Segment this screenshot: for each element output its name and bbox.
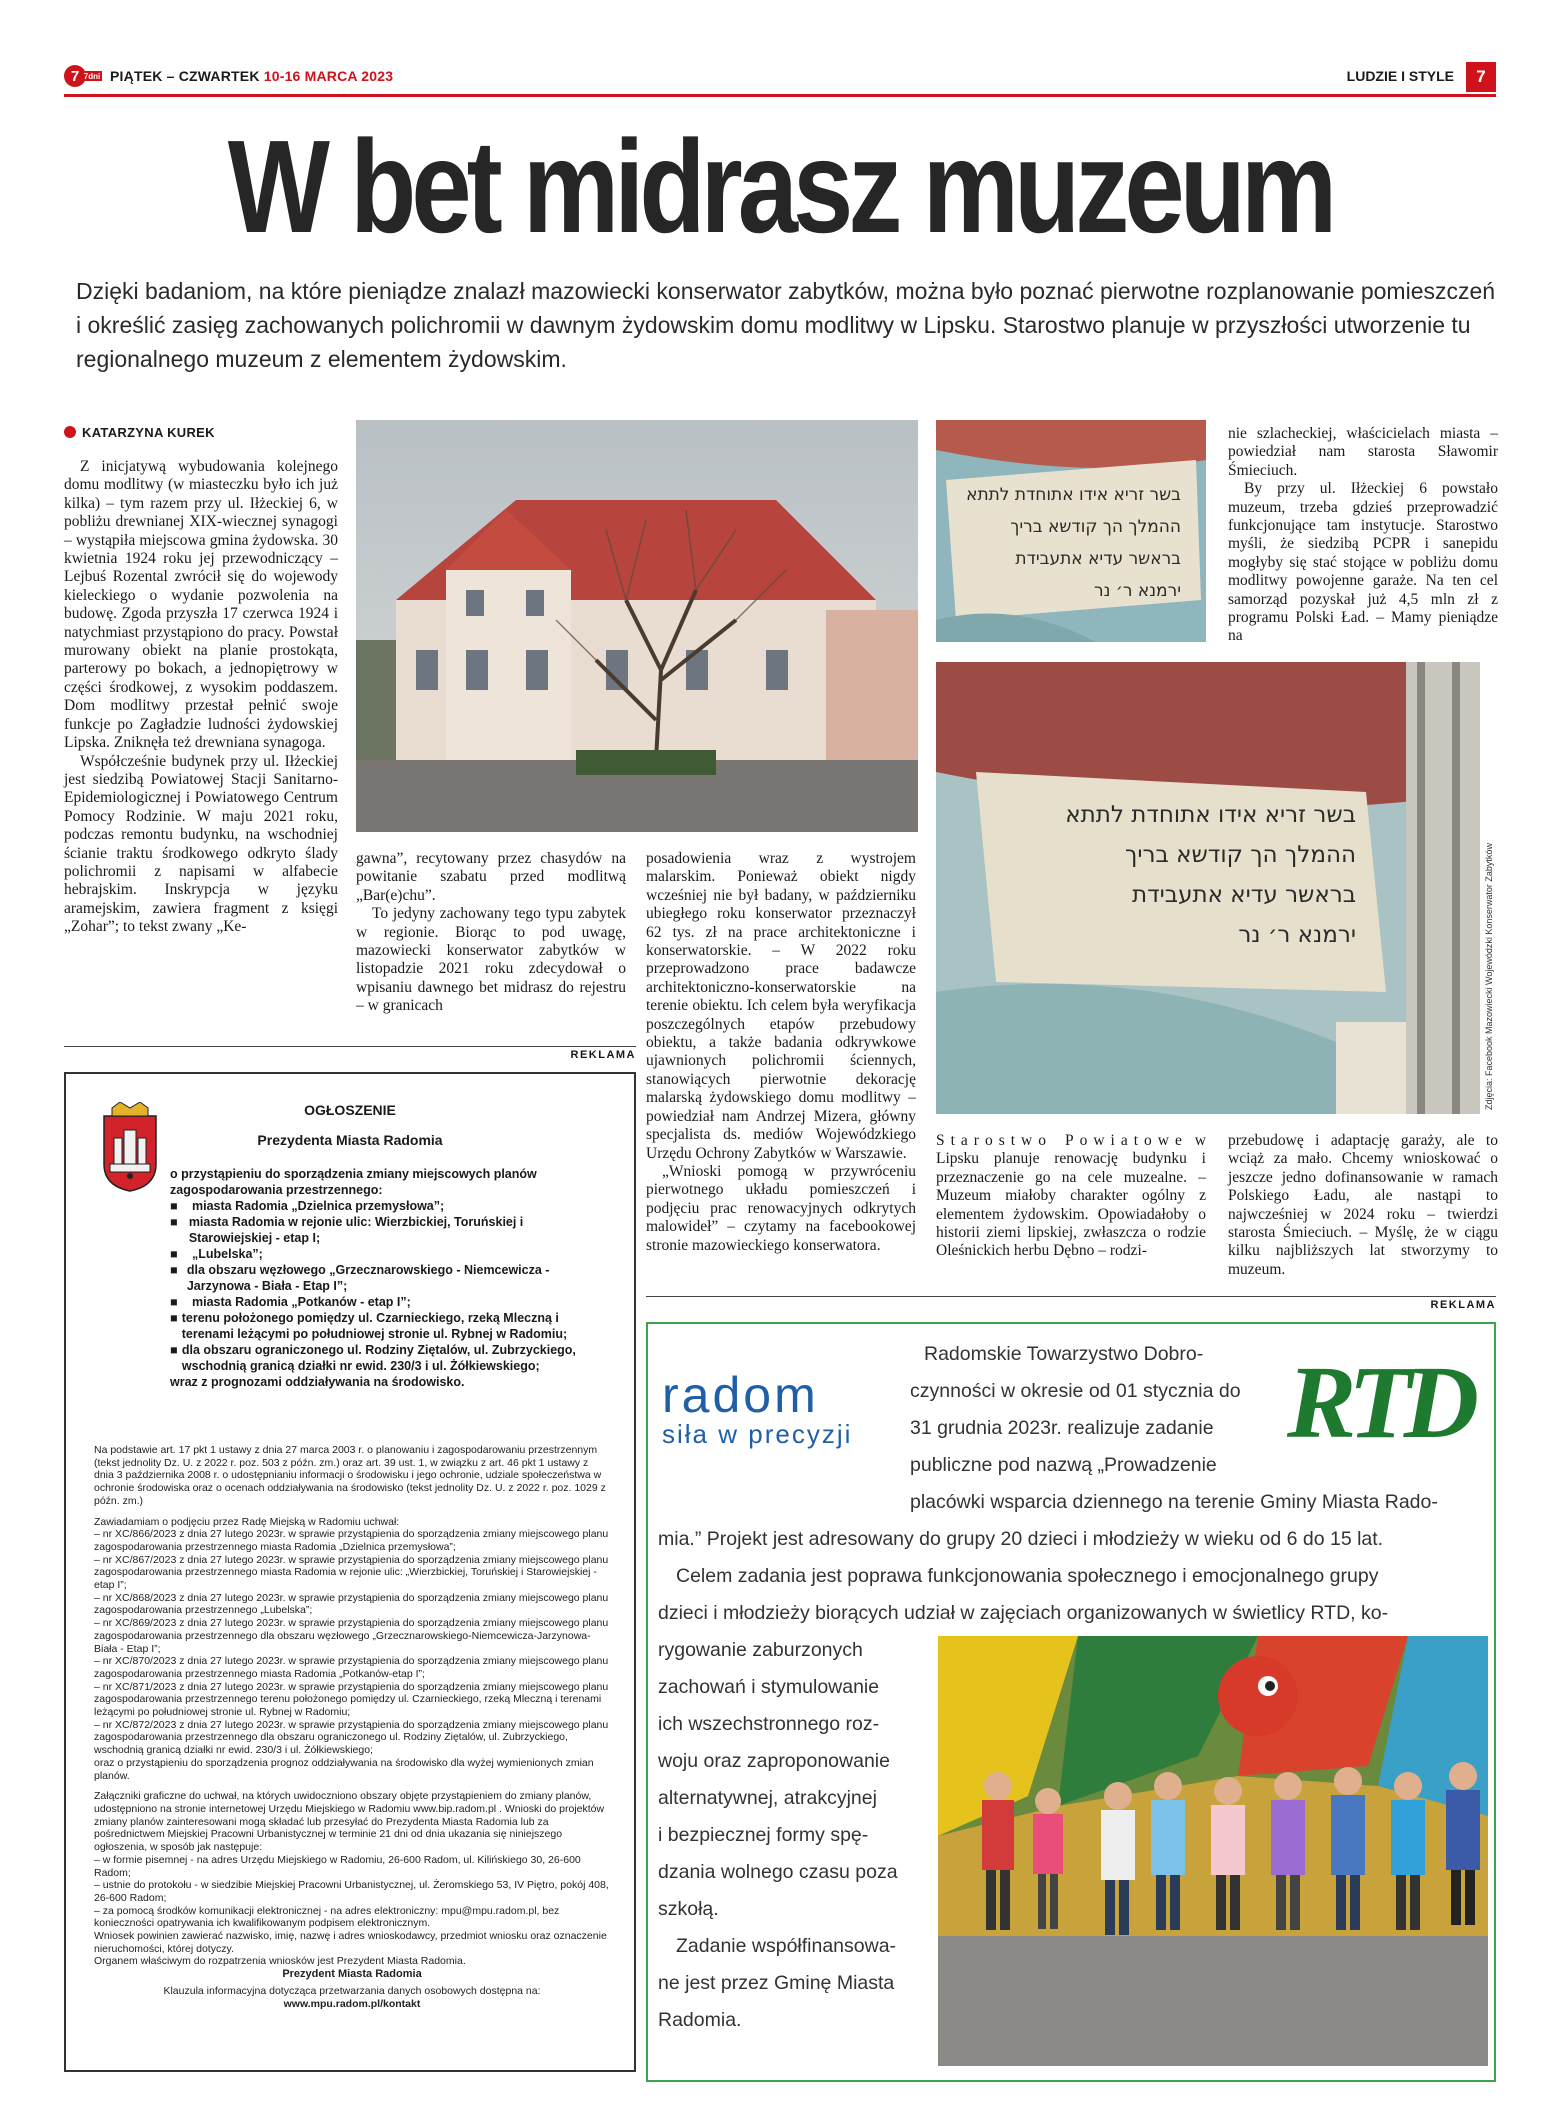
rtd-text-line: Radomia. [658, 2009, 742, 2031]
svg-text:ירמנא ר׳ נר: ירמנא ר׳ נר [1238, 922, 1356, 948]
rtd-advertisement [646, 1322, 1496, 2082]
notice-items [170, 1198, 590, 1390]
notice-signature: Prezydent Miasta Radomia [282, 1968, 422, 1981]
resolution: – nr XC/869/2023 z dnia 27 lutego 2023r. w sprawie przystąpienia do sporządzenia zmiany miejscowego planu zagospodarowania przestrzennego dla obszaru węzłowego „Grzecznarowskiego-Niemcewicza-Jarzynowa-Biała - Etap I”; [94, 1617, 609, 1655]
paragraph: posadowienia wraz z wystrojem malarskim. Ponieważ obiekt nigdy wcześniej nie był badany, w październiku ubiegłego roku konserwator przeznaczył 62 tys. zł na prace architektoniczne i konserwatorskie. – W 2022 roku przeprowadzono prace badawcze architektoniczno-konserwatorskie na terenie obiektu. Ich celem była weryfikacja poszczególnych etapów przebudowy obiektu, a także badania odkrywkowe ujawnionych polichromii ściennych, stanowiących pierwotnie dekorację malarską żydowskiego domu modlitwy – powiedział nam Andrzej Mizera, główny specjalista ds. mediów Wojewódzkiego Urzędu Ochrony Zabytków w Warszawie. [646, 850, 916, 1162]
rtd-text-line: alternatywnej, atrakcyjnej [658, 1787, 877, 1809]
article-column-3 [646, 850, 916, 1255]
article-column-3-bottom: Starostwo Powiatowe w Lipsku planuje renowację budynku i przeznaczenie go na cele muzealne. – Muzeum miałoby charakter ogólny z elementem żydowskim. Opowiadałoby o historii ziemi lipskiej, zwłaszcza o rodzie Oleśnickich herbu Dębno – rodzi- [936, 1132, 1206, 1260]
article-author: KATARZYNA KUREK [64, 425, 215, 440]
svg-text:בשר זריא אידו אתוחדת לתתא: בשר זריא אידו אתוחדת לתתא [966, 485, 1181, 505]
article-lead: Dzięki badaniom, na które pieniądze znalazł mazowiecki konserwator zabytków, można było poznać pierwotne rozplanowanie pomieszczeń i określić zasięg zachowanych polichromii w dawnym żydowskim domu modlitwy w Lipsku. Starostwo planuje w przyszłości utworzenie tu regionalnego muzeum z elementem żydowskim. [76, 278, 1496, 372]
rtd-logo: RTD [1287, 1345, 1471, 1460]
notice-gdpr: Klauzula informacyjna dotycząca przetwarzania danych osobowych dostępna na: www.mpu.radom.pl/kontakt [163, 1984, 541, 2010]
svg-text:ההמלך הך קודשא בריך: ההמלך הך קודשא בריך [1010, 517, 1181, 537]
square-bullet-icon: ■ [170, 1215, 178, 1229]
spaced-lead-in: Starostwo Powiatowe [936, 1132, 1188, 1149]
notice-attachments: Załączniki graficzne do uchwał, na których uwidoczniono obszary objęte przystąpieniem do zmiany planów, udostępniono na stronie internetowej Urzędu Miejskiego w Radomiu www.bip.radom.pl . Wnioski do projektów zmiany planów zainteresowani mogą składać lub przesyłać do Prezydenta Miasta Radomia lub za pośrednictwem Miejskiej Pracowni Urbanistycznej w terminie 21 dni od dnia ukazania się niniejszego ogłoszenia, w sposób jak następuje: [94, 1790, 605, 1854]
rtd-text-line: dzieci i młodzieży biorących udział w zajęciach organizowanych w świetlicy RTD, ko- [658, 1602, 1389, 1624]
square-bullet-icon: ■ [170, 1311, 178, 1325]
children-group-photo [938, 1636, 1488, 2066]
paragraph: nie szlacheckiej, właścicielach miasta – powiedział nam starosta Sławomir Śmieciuch. [1228, 425, 1498, 479]
paragraph: By przy ul. Iłżeckiej 6 powstało muzeum, trzeba gdzieś przeprowadzić funkcjonujące tam instytucje. Starostwo myśli, że siedzibą PCPR i sanepidu mogłyby się stać stojące w pobliżu domu modlitwy powojenne garaże. Na ten cel samorząd pozyskał już 4,5 mln zł z programu Polski Ład. – Mamy pieniądze na [1228, 480, 1498, 645]
square-bullet-icon: ■ [170, 1199, 178, 1213]
rtd-text-line: zachowań i stymulowanie [658, 1676, 880, 1698]
page-header [64, 62, 1496, 97]
notice-resolutions-outro: oraz o przystąpieniu do sporządzenia prognoz oddziaływania na środowisko dla wyżej wymienionych zmian planów. [94, 1756, 594, 1782]
article-column-1 [64, 458, 338, 937]
page-number: 7 [1466, 62, 1496, 92]
photo-credit: Zdjęcia: Facebook Mazowiecki Wojewódzki Konserwator Zabytków [1484, 843, 1494, 1110]
square-bullet-icon: ■ [170, 1263, 178, 1277]
paragraph: To jedyny zachowany tego typu zabytek w regionie. Biorąc to pod uwagę, mazowiecki konserwator zabytków w listopadzie 2021 roku zdecydował o wpisaniu dawnego bet midrasz do rejestru – w granicach [356, 905, 626, 1015]
polychrome-wall-photo [936, 662, 1480, 1114]
svg-text:בשר זריא אידו אתוחדת לתתא: בשר זריא אידו אתוחדת לתתא [1065, 802, 1356, 828]
notice-closing: wraz z prognozami oddziaływania na środowisko. [170, 1375, 465, 1389]
paragraph: Z inicjatywą wybudowania kolejnego domu modlitwy (w miasteczku było ich już kilka) – tym razem przy ul. Iłżeckiej 6, w pobliżu drewnianej XIX-wiecznej synagogi – wystąpiła miejscowa gmina żydowska. 30 kwietnia 1924 roku jej przewodniczący – Lejbuś Rozental zwrócił się do wojewody kieleckiego o wydanie pozwolenia na budowę. Zgoda przyszła 17 czerwca 1924 i natychmiast przystąpiono do pracy. Powstał murowany obiekt na planie prostokąta, parterowy po bokach, a jednopiętrowy w części środkowej, z wysokim poddaszem. Dom modlitwy przestał pełnić swoje funkcje po Zagładzie ludności żydowskiej Lipska. Zniknęła też drewniana synagoga. [64, 458, 338, 752]
resolution: – nr XC/866/2023 z dnia 27 lutego 2023r. w sprawie przystąpienia do sporządzenia zmiany miejscowego planu zagospodarowania przestrzennego miasta Radomia „Dzielnica przemysłowa”; [94, 1528, 609, 1553]
rtd-text-line: Celem zadania jest poprawa funkcjonowania społecznego i emocjonalnego grupy [676, 1565, 1379, 1587]
rtd-text-line: rygowanie zaburzonych [658, 1639, 863, 1661]
rtd-text-line: publiczne pod nazwą „Prowadzenie [910, 1454, 1217, 1476]
rtd-text-line: placówki wsparcia dziennego na terenie Gminy Miasta Rado- [910, 1491, 1438, 1513]
notice-item: ■ „Lubelska”; [170, 1247, 263, 1261]
rtd-text-line: czynności w okresie od 01 stycznia do [910, 1380, 1241, 1402]
notice-item: ■ miasta Radomia „Potkanów - etap I”; [170, 1295, 411, 1309]
submission-method: – za pomocą środków komunikacji elektronicznej - na adres elektroniczny: mpu@mpu.radom.pl, bez konieczności opatrywania ich kwalifikowanym podpisem elektronicznym. [94, 1904, 560, 1930]
svg-text:7dni: 7dni [83, 72, 101, 81]
rtd-text-line: szkołą. [658, 1898, 719, 1920]
official-notice [64, 1072, 636, 2072]
resolution: – nr XC/872/2023 z dnia 27 lutego 2023r. w sprawie przystąpienia do sporządzenia zmiany miejscowego planu zagospodarowania przestrzennego dla obszaru ograniczonego ul. Rodziny Ziętalów, ul. Zubrzyckiego, wschodnią granicą działki nr ewid. 230/3 i ul. Żółkiewskiego; [94, 1718, 609, 1757]
rtd-text-line: mia.” Projekt jest adresowany do grupy 20 dzieci i młodzieży w wieku od 6 do 15 lat. [658, 1528, 1384, 1550]
svg-text:בראשר עדיא אתעבידת: בראשר עדיא אתעבידת [1131, 882, 1356, 908]
notice-item: ■ dla obszaru ograniczonego ul. Rodziny Ziętalów, ul. Zubrzyckiego, wschodnią granicą działki nr ewid. 230/3 i ul. Żółkiewskiego; [170, 1343, 576, 1373]
notice-resolutions-intro: Zawiadamiam o podjęciu przez Radę Miejską w Radomiu uchwał: [94, 1515, 400, 1528]
ad-label: REKLAMA [64, 1046, 636, 1061]
square-bullet-icon: ■ [170, 1295, 178, 1309]
resolution: – nr XC/870/2023 z dnia 27 lutego 2023r. w sprawie przystąpienia do sporządzenia zmiany miejscowego planu zagospodarowania przestrzennego miasta Radomia „Potkanów-etap I”; [94, 1655, 609, 1680]
svg-text:7: 7 [70, 68, 80, 85]
ad-label: REKLAMA [646, 1296, 1496, 1311]
newspaper-logo [64, 64, 104, 88]
article-column-2 [356, 850, 626, 1016]
svg-text:בראשר עדיא אתעבידת: בראשר עדיא אתעבידת [1015, 549, 1181, 569]
gdpr-link[interactable]: www.mpu.radom.pl/kontakt [283, 1997, 421, 2010]
rtd-text-line: Zadanie współfinansowa- [676, 1935, 897, 1957]
notice-legal: Na podstawie art. 17 pkt 1 ustawy z dnia 27 marca 2003 r. o planowaniu i zagospodarowaniu przestrzennym (tekst jednolity Dz. U. z 2022 r. poz. 503 z późn. zm.) oraz art. 39 ust. 1, w związku z art. 46 pkt 1 ustawy z dnia 3 października 2008 r. o udostępnianiu informacji o środowisku i jego ochronie, udziale społeczeństwa w ochronie środowiska oraz o ocenach oddziaływania na środowisko (tekst jednolity Dz. U. z 2022 r. poz. 1029 z późn. zm.) [94, 1444, 606, 1507]
radom-logo [662, 1367, 882, 1449]
paragraph: przebudowę i adaptację garaży, ale to wciąż za mało. Chcemy wnioskować o jeszcze jedno dofinansowanie w ramach Polskiego Ładu, ale nastąpi to najwcześniej w 2024 roku – twierdzi starosta Śmieciuch. – Myślę, że w ciągu kilku najbliższych lat stworzymy to muzeum. [1228, 1132, 1498, 1278]
paragraph: gawna”, recytowany przez chasydów na powitanie szabatu przed modlitwą „Bar(e)chu”. [356, 850, 626, 904]
svg-text:ירמנא ר׳ נר: ירמנא ר׳ נר [1094, 581, 1181, 601]
svg-text:ההמלך הך קודשא בריך: ההמלך הך קודשא בריך [1125, 842, 1356, 868]
notice-requirements: Wniosek powinien zawierać nazwisko, imię, nazwę i adres wnioskodawcy, przedmiot wniosku oraz oznaczenie nieruchomości, której dotyczy. [94, 1930, 607, 1955]
building-photo [356, 420, 918, 832]
radom-slogan: siła w precyzji [662, 1419, 853, 1449]
paragraph: „Wnioski pomogą w przywróceniu pierwotnego układu pomieszczeń i podjęciu prac renowacyjnych odkrytych malowideł” – czytamy na facebookowej stronie mazowieckiego konserwatora. [646, 1162, 916, 1254]
issue-date: PIĄTEK – CZWARTEK 10-16 MARCA 2023 [110, 68, 394, 84]
rtd-text-line: ich wszechstronnego roz- [658, 1713, 880, 1735]
rtd-text-line: woju oraz zaproponowanie [658, 1750, 890, 1772]
resolution: – nr XC/871/2023 z dnia 27 lutego 2023r. w sprawie przystąpienia do sporządzenia zmiany miejscowego planu zagospodarowania przestrzennego terenu położonego pomiędzy ul. Czarnieckiego, rzeką Mleczną i terenami leżącymi po południowej stronie ul. Rybnej w Radomiu; [94, 1680, 609, 1719]
article-column-4-bottom [1228, 1132, 1498, 1279]
rtd-text-line: dzania wolnego czasu poza [658, 1861, 898, 1883]
bullet-icon [64, 426, 76, 438]
article-title: W bet midrasz muzeum [227, 113, 1333, 260]
rtd-text-line: 31 grudnia 2023r. realizuje zadanie [910, 1417, 1214, 1439]
notice-item: ■ dla obszaru węzłowego „Grzecznarowskiego - Niemcewicza - Jarzynowa - Biała - Etap I”; [170, 1263, 550, 1293]
notice-intro: o przystąpieniu do sporządzenia zmiany miejscowych planów zagospodarowania przestrzennego: [170, 1167, 537, 1197]
rtd-text-line: Radomskie Towarzystwo Dobro- [924, 1343, 1204, 1365]
notice-body [94, 1444, 610, 2010]
article-column-4-top [1228, 425, 1498, 646]
radom-wordmark: radom [662, 1367, 819, 1423]
notice-authority: Organem właściwym do rozpatrzenia wniosków jest Prezydent Miasta Radomia. [94, 1955, 466, 1968]
notice-item: ■ miasta Radomia w rejonie ulic: Wierzbickiej, Toruńskiej i Starowiejskiej - etap I; [170, 1215, 524, 1245]
polychrome-detail-photo [936, 420, 1206, 642]
notice-item: ■ miasta Radomia „Dzielnica przemysłowa”; [170, 1199, 445, 1213]
rtd-text-line: i bezpiecznej formy spę- [658, 1824, 869, 1846]
notice-subheading: Prezydenta Miasta Radomia [257, 1132, 443, 1148]
resolution: – nr XC/867/2023 z dnia 27 lutego 2023r. w sprawie przystąpienia do sporządzenia zmiany miejscowego planu zagospodarowania przestrzennego miasta Radomia w rejonie ulic: „Wierzbickiej, Toruńskiej i Starowiejskiej - etap I”; [94, 1553, 609, 1592]
section-name: LUDZIE I STYLE [1346, 68, 1454, 84]
square-bullet-icon: ■ [170, 1247, 178, 1261]
notice-heading: OGŁOSZENIE [304, 1102, 396, 1118]
rtd-text-line: ne jest przez Gminę Miasta [658, 1972, 895, 1994]
paragraph: Współcześnie budynek przy ul. Iłżeckiej jest siedzibą Powiatowej Stacji Sanitarno-Epidemiologicznej i Powiatowego Centrum Pomocy Rodzinie. W maju 2021 roku, podczas remontu budynku, na wschodniej ścianie traktu środkowego odkryto ślady polichromii z napisami w alfabecie hebrajskim. Inskrypcja w języku aramejskim, zawiera fragment z księgi „Zohar”; to tekst zwany „Ke- [64, 752, 338, 936]
submission-method: – ustnie do protokołu - w siedzibie Miejskiej Pracowni Urbanistycznej, ul. Żeromskiego 53, IV Piętro, pokój 408, 26-600 Radom; [94, 1879, 609, 1904]
notice-item: ■ terenu położonego pomiędzy ul. Czarnieckiego, rzeką Mleczną i terenami leżącymi po południowej stronie ul. Rybnej w Radomiu; [170, 1311, 568, 1341]
resolution: – nr XC/868/2023 z dnia 27 lutego 2023r. w sprawie przystąpienia do sporządzenia zmiany miejscowego planu zagospodarowania przestrzennego „Lubelska”; [94, 1591, 609, 1617]
submission-method: – w formie pisemnej - na adres Urzędu Miejskiego w Radomiu, 26-600 Radom, ul. Kilińskiego 30, 26-600 Radom; [94, 1853, 581, 1879]
square-bullet-icon: ■ [170, 1343, 178, 1357]
